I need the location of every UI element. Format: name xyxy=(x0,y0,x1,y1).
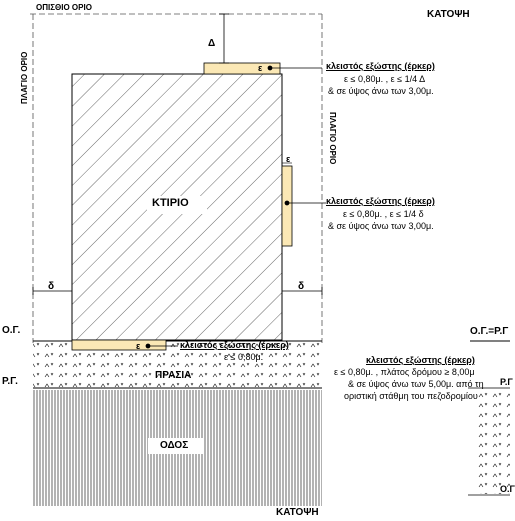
rear-boundary-label: ΟΠΙΣΘΙΟ ΟΡΙΟ xyxy=(36,3,92,12)
annotation-rear-title: κλειστός εξώστης (έρκερ) xyxy=(326,61,435,71)
delta-lower-right-label: δ xyxy=(298,281,305,292)
yard-label: ΠΡΑΣΙΑ xyxy=(155,370,192,381)
erker-side xyxy=(282,166,292,246)
annotation-front-line1: ε ≤ 0,80μ. xyxy=(224,352,264,362)
plan-title-bottom: ΚΑΤΟΨΗ xyxy=(276,507,319,518)
road-label: ΟΔΟΣ xyxy=(160,440,189,451)
erker-front xyxy=(72,340,166,350)
epsilon-side-label: ε xyxy=(286,154,291,164)
annotation-rear-line2: & σε ύψος άνω των 3,00μ. xyxy=(328,86,434,96)
rg-label: Ρ.Γ. xyxy=(2,376,18,387)
annotation-rear-line1: ε ≤ 0,80μ. , ε ≤ 1/4 Δ xyxy=(344,74,426,84)
og-label: Ο.Γ. xyxy=(2,325,21,336)
delta-lower-left-label: δ xyxy=(48,281,55,292)
side-boundary-left-label: ΠΛΑΓΙΟ ΟΡΙΟ xyxy=(20,51,29,104)
delta-upper-label: Δ xyxy=(208,38,216,49)
annotation-side-title: κλειστός εξώστης (έρκερ) xyxy=(326,196,435,206)
annotation-side-line2: & σε ύψος άνω των 3,00μ. xyxy=(328,221,434,231)
annotation-front-title: κλειστός εξώστης (έρκερ) xyxy=(180,340,289,350)
annotation-side-line1: ε ≤ 0,80μ. , ε ≤ 1/4 δ xyxy=(343,209,424,219)
annotation-road-line3: οριστική στάθμη του πεζοδρομίου xyxy=(344,391,478,401)
og-right-label: Ο.Γ xyxy=(500,484,515,494)
plan-title-top: ΚΑΤΟΨΗ xyxy=(427,9,470,20)
annotation-road-line1: ε ≤ 0,80μ. , πλάτος δρόμου ≥ 8,00μ xyxy=(334,367,475,377)
epsilon-rear-label: ε xyxy=(258,63,263,73)
building-label: ΚΤΙΡΙΟ xyxy=(152,197,189,209)
side-boundary-right-label: ΠΛΑΓΙΟ ΟΡΙΟ xyxy=(328,112,337,165)
og-rg-label: Ο.Γ.=Ρ.Γ xyxy=(470,326,509,337)
annotation-road-line2: & σε ύψος άνω των 5,00μ. από τη xyxy=(348,379,484,389)
annotation-road-title: κλειστός εξώστης (έρκερ) xyxy=(366,355,475,365)
epsilon-front-label: ε xyxy=(136,341,141,351)
delta-dimension xyxy=(219,14,229,63)
rg-right-label: Ρ.Γ xyxy=(500,377,513,387)
